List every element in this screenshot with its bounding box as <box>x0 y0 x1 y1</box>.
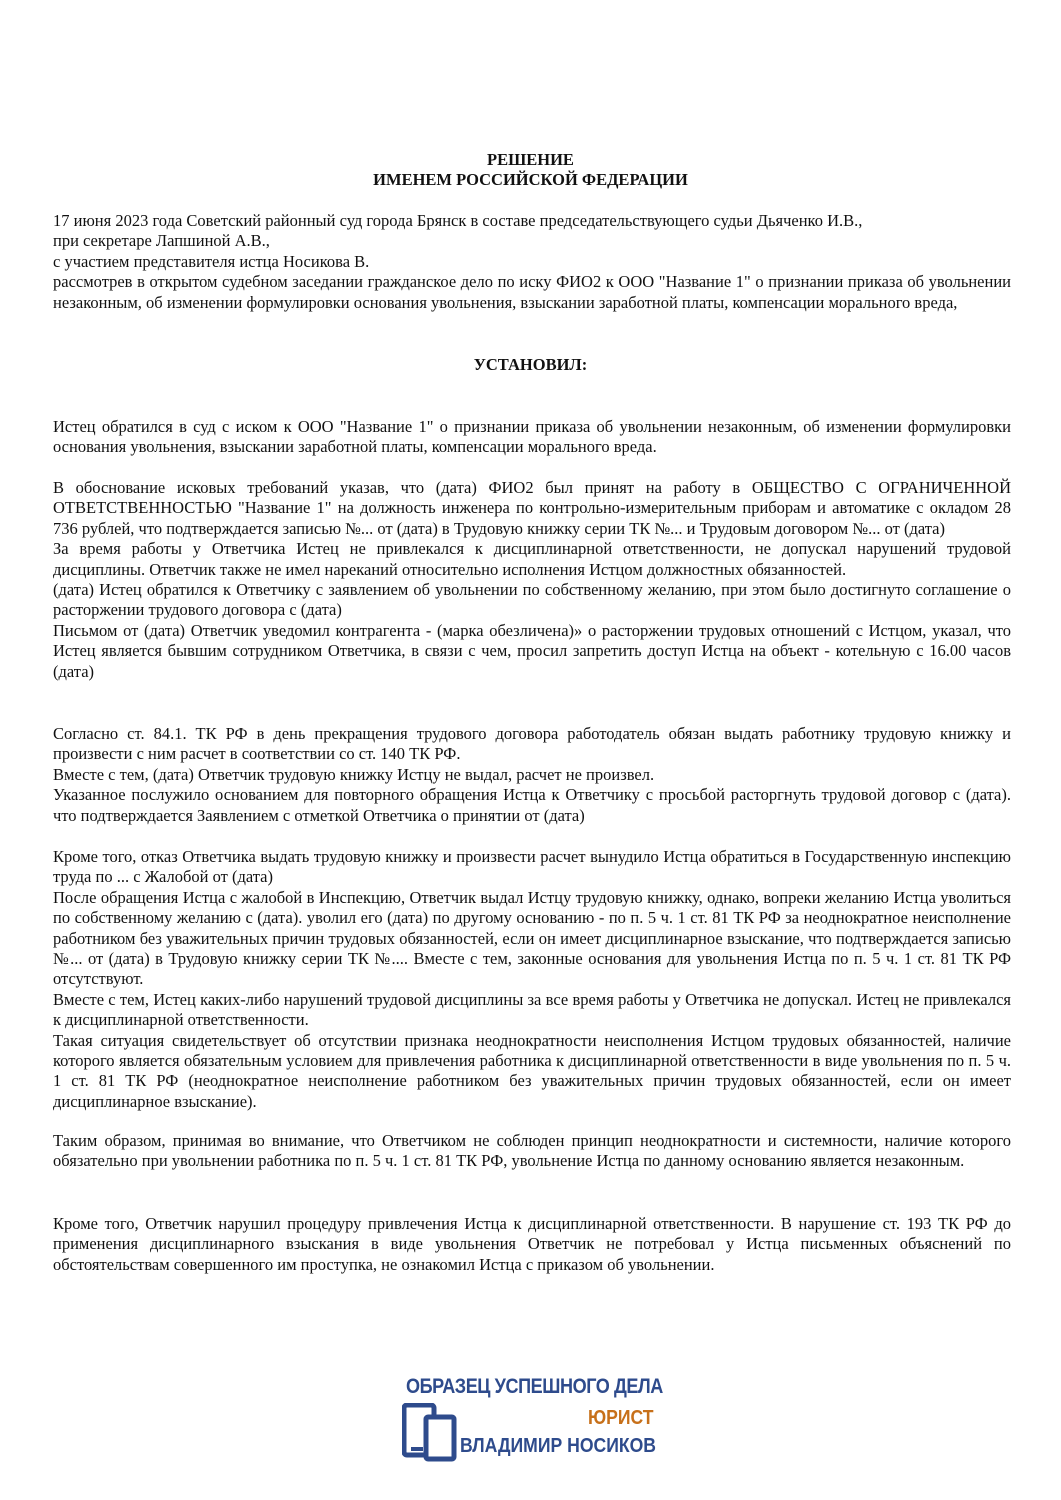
paragraph: Вместе с тем, (дата) Ответчик трудовую книжку Истцу не выдал, расчет не произвел. <box>53 764 655 784</box>
paragraph-block <box>53 478 1011 682</box>
intro-block <box>53 211 1011 313</box>
paragraph: После обращения Истца с жалобой в Инспекцию, Ответчик выдал Истцу трудовую книжку, однако, вопреки желанию Истца уволиться по собственному желанию с (дата). уволил его (дата) по другому основанию - по п. 5 ч. 1 ст. 81 ТК РФ за неоднократное неисполнение работником без уважительных причин трудовых обязанностей, если он имеет дисциплинарное взыскание, что подтверждается записью №... от (дата) в Трудовую книжку серии ТК №.... Вместе с тем, законные основания для увольнения Истца по п. 5 ч. 1 ст. 81 ТК РФ отсутствуют. <box>53 887 1011 989</box>
intro-paragraph: рассмотрев в открытом судебном заседании гражданское дело по иску ФИО2 к ООО "Название 1" о признании приказа об увольнении незаконным, об изменении формулировки основания увольнения, взыскании заработной платы, компенсации морального вреда, <box>53 272 1011 312</box>
logo-line-2: ЮРИСТ <box>588 1407 654 1429</box>
document-subtitle: ИМЕНЕМ РОССИЙСКОЙ ФЕДЕРАЦИИ <box>373 170 688 189</box>
intro-line: при секретаре Лапшиной А.В., <box>53 231 270 251</box>
paragraph: Истец обратился в суд с иском к ООО "Название 1" о признании приказа об увольнении незаконным, об изменении формулировки основания увольнения, взыскании заработной платы, компенсации морального вреда. <box>53 417 1011 457</box>
paragraph: Таким образом, принимая во внимание, что Ответчиком не соблюден принцип неоднократности и системности, наличие которого обязательно при увольнении работника по п. 5 ч. 1 ст. 81 ТК РФ, увольнение Истца по данному основанию является незаконным. <box>53 1131 1011 1171</box>
paragraph-block <box>53 1214 1011 1275</box>
paragraph: В обоснование исковых требований указав, что (дата) ФИО2 был принят на работу в ОБЩЕСТВО С ОГРАНИЧЕННОЙ ОТВЕТСТВЕННОСТЬЮ "Название 1" на должность инженера по контрольно-измерительным приборам и автоматике с окладом 28 736 рублей, что подтверждается записью №... от (дата) в Трудовую книжку серии ТК №... и Трудовым договором №... от (дата) <box>53 478 1011 538</box>
paragraph: Согласно ст. 84.1. ТК РФ в день прекращения трудового договора работодатель обязан выдать работнику трудовую книжку и произвести с ним расчет в соответствии со ст. 140 ТК РФ. <box>53 724 1011 764</box>
paragraph: Такая ситуация свидетельствует об отсутствии признака неоднократности неисполнения Истцом трудовых обязанностей, наличие которого является обязательным условием для привлечения работника к дисциплинарной ответственности в виде увольнения по п. 5 ч. 1 ст. 81 ТК РФ (неоднократное неисполнение работником без уважительных причин трудовых обязанностей, если он имеет дисциплинарное взыскание). <box>53 1030 1011 1111</box>
section-heading: УСТАНОВИЛ: <box>473 355 588 374</box>
intro-line: 17 июня 2023 года Советский районный суд города Брянск в составе председательствующего судьи Дьяченко И.В., <box>53 211 863 230</box>
intro-line: с участием представителя истца Носикова В. <box>53 251 370 271</box>
paragraph: Кроме того, Ответчик нарушил процедуру привлечения Истца к дисциплинарной ответственности. В нарушение ст. 193 ТК РФ до применения дисциплинарного взыскания в виде увольнения Ответчик не потребовал у Истца письменных объяснений по обстоятельствам совершенного им проступка, не ознакомил Истца с приказом об увольнении. <box>53 1214 1011 1274</box>
paragraph-block <box>53 847 1011 1112</box>
logo-line-1: ОБРАЗЕЦ УСПЕШНОГО ДЕЛА <box>406 1375 663 1398</box>
logo-line-3: ВЛАДИМИР НОСИКОВ <box>460 1435 657 1457</box>
paragraph: Кроме того, отказ Ответчика выдать трудовую книжку и произвести расчет вынудило Истца обратиться в Государственную инспекцию труда по ... с Жалобой от (дата) <box>53 847 1011 887</box>
paragraph: Вместе с тем, Истец каких-либо нарушений трудовой дисциплины за все время работы у Ответчика не допускал. Истец не привлекался к дисциплинарной ответственности. <box>53 989 1011 1030</box>
lawyer-logo <box>400 1373 662 1465</box>
paragraph: За время работы у Ответчика Истец не привлекался к дисциплинарной ответственности, не допускал нарушений трудовой дисциплины. Ответчик также не имел нареканий относительно исполнения Истцом должностных обязанностей. <box>53 539 1011 579</box>
phone-documents-icon <box>402 1403 458 1463</box>
document-title: РЕШЕНИЕ <box>487 150 574 169</box>
paragraph: Письмом от (дата) Ответчик уведомил контрагента - (марка обезличена)» о расторжении трудовых отношений с Истцом, указал, что Истец является бывшим сотрудником Ответчика, в связи с чем, просил запретить доступ Истца на объект - котельную с 16.00 часов (дата) <box>53 620 1011 681</box>
paragraph-block <box>53 1131 1011 1172</box>
paragraph: Указанное послужило основанием для повторного обращения Истца к Ответчику с просьбой расторгнуть трудовой договор с (дата). что подтверждается Заявлением с отметкой Ответчика о принятии от (дата) <box>53 785 1011 825</box>
paragraph-block <box>53 724 1011 826</box>
paragraph-block <box>53 417 1011 458</box>
paragraph: (дата) Истец обратился к Ответчику с заявлением об увольнении по собственному желанию, при этом было достигнуто соглашение о расторжении трудового договора с (дата) <box>53 580 1011 620</box>
